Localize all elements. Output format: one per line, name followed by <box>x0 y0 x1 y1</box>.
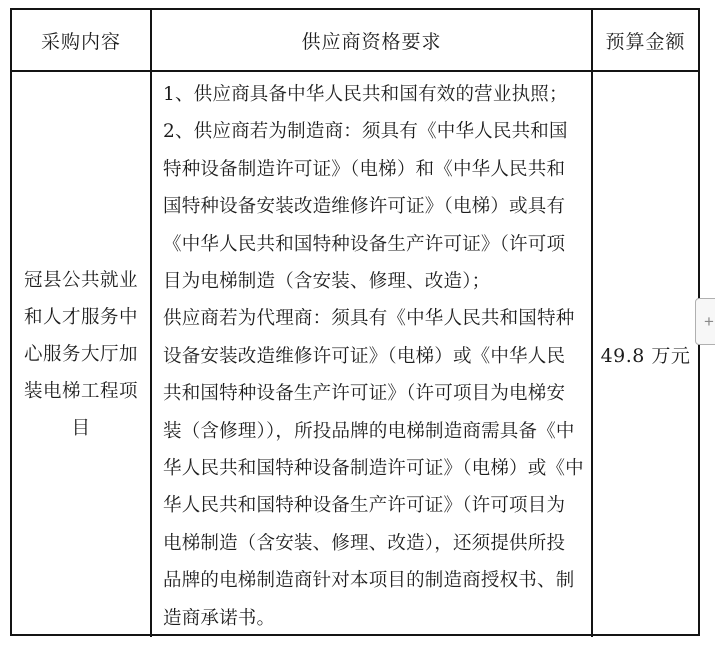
procurement-content-line: 装电梯工程项 <box>23 381 138 403</box>
qualification-line: 华人民共和国特种设备生产许可证》（许可项目为 <box>163 495 566 517</box>
qualification-line: 品牌的电梯制造商针对本项目的制造商授权书、制 <box>163 570 575 592</box>
expand-button[interactable] <box>695 298 715 345</box>
qualification-line: 共和国特种设备生产许可证》（许可项目为电梯安 <box>163 383 566 405</box>
qualification-line: 2、供应商若为制造商：须具有《中华人民共和国 <box>163 121 568 143</box>
qualification-line: 华人民共和国特种设备制造许可证》（电梯）或《中 <box>163 458 584 480</box>
qualification-line: 目为电梯制造（含安装、修理、改造）； <box>163 271 491 293</box>
procurement-content-line: 目 <box>71 418 91 440</box>
qualification-line: 1、供应商具备中华人民共和国有效的营业执照； <box>163 84 568 105</box>
column-header-procurement-content: 采购内容 <box>12 10 152 72</box>
qualification-line: 造商承诺书。 <box>163 607 276 629</box>
procurement-content-line: 和人才服务中 <box>23 307 138 329</box>
qualification-line: 国特种设备安装改造维修许可证》（电梯）或具有 <box>163 196 566 218</box>
qualification-line: 装（含修理）），所投品牌的电梯制造商需具备《中 <box>163 420 575 442</box>
procurement-content-line: 心服务大厅加 <box>23 344 138 366</box>
column-header-supplier-qualification: 供应商资格要求 <box>152 10 593 72</box>
qualification-line: 特种设备制造许可证》（电梯）和《中华人民共和 <box>163 158 566 180</box>
procurement-content-cell <box>12 72 152 637</box>
qualification-line: 电梯制造（含安装、修理、改造），还须提供所投 <box>163 532 566 554</box>
qualification-requirements-cell <box>152 72 593 637</box>
procurement-content-line: 冠县公共就业 <box>23 270 138 292</box>
qualification-line: 设备安装改造维修许可证》（电梯）或《中华人民 <box>163 345 566 367</box>
qualification-line: 《中华人民共和国特种设备生产许可证》（许可项 <box>163 233 566 255</box>
budget-amount-cell <box>593 72 698 637</box>
plus-icon: + <box>704 311 714 331</box>
qualification-line: 供应商若为代理商：须具有《中华人民共和国特种 <box>163 308 575 330</box>
procurement-table <box>10 8 700 636</box>
column-header-budget-amount: 预算金额 <box>593 10 698 72</box>
budget-amount: 49.8 万元 <box>600 345 691 368</box>
